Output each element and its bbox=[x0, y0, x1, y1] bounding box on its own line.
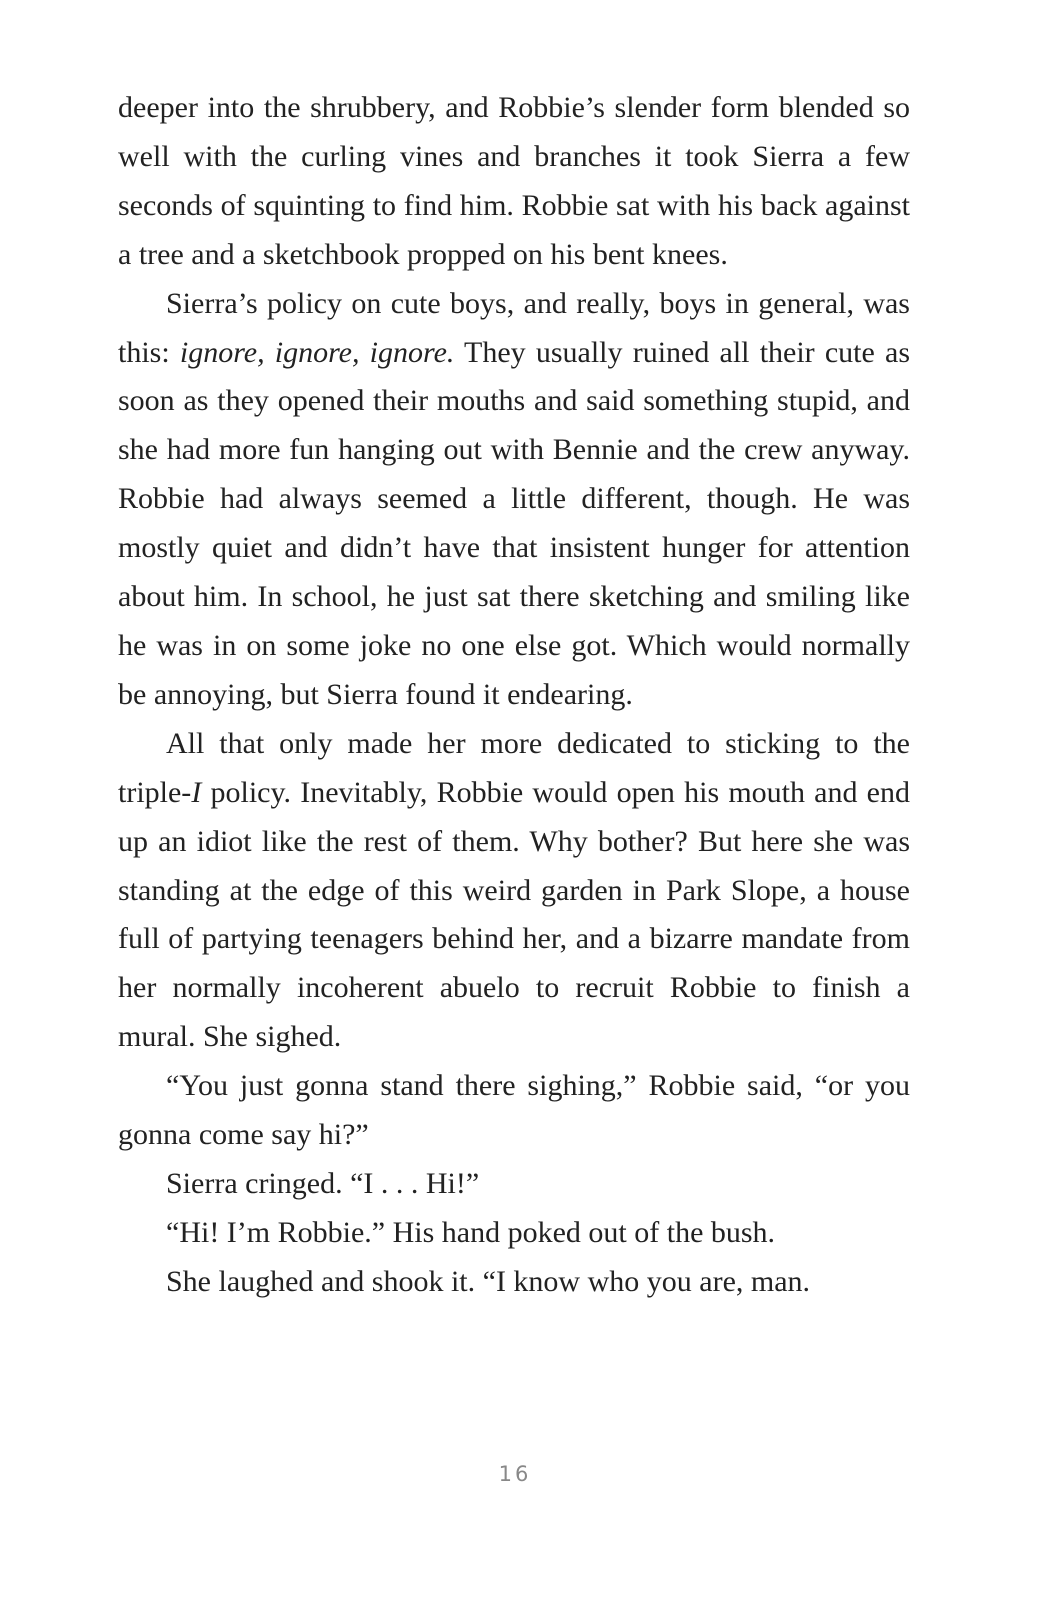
paragraph-2 bbox=[118, 280, 910, 720]
page-number: 16 bbox=[498, 1462, 532, 1486]
paragraph-3-text-start: All that only made her more dedicated to sticking to the triple- bbox=[118, 726, 910, 809]
body-text bbox=[118, 84, 910, 1307]
paragraph-2-text-end: They usually ruined all their cute as soon as they opened their mouths and said something stupid, and she had more fun hanging out with Bennie and the crew anyway. Robbie had always seemed a little different, though. He was mostly quiet and didn’t have that insistent hunger for attention about him. In school, he just sat there sketching and smiling like he was in on some joke no one else got. Which would normally be annoying, but Sierra found it endearing. bbox=[118, 335, 910, 711]
paragraph-2-text-start: Sierra’s policy on cute boys, and really, boys in general, was this: bbox=[118, 286, 910, 369]
paragraph-4: “You just gonna stand there sighing,” Robbie said, “or you gonna come say hi?” bbox=[118, 1069, 910, 1152]
paragraph-7: She laughed and shook it. “I know who you are, man. bbox=[166, 1264, 811, 1298]
paragraph-2-emphasis: ignore, ignore, ignore. bbox=[179, 335, 455, 369]
paragraph-3-text-end: policy. Inevitably, Robbie would open his mouth and end up an idiot like the rest of them. Why bother? But here she was standing at the edge of this weird garden in Park Slope, a house full of partying teenagers behind her, and a bizarre mandate from her normally incoherent abuelo to recruit Robbie to finish a mural. She sighed. bbox=[118, 775, 910, 1054]
paragraph-1: deeper into the shrubbery, and Robbie’s slender form blended so well with the curling vines and branches it took Sierra a few seconds of squinting to find him. Robbie sat with his back against a tree and a sketchbook propped on his bent knees. bbox=[118, 91, 910, 271]
paragraph-5: Sierra cringed. “I . . . Hi!” bbox=[166, 1166, 480, 1200]
paragraph-3-emphasis: I bbox=[191, 775, 202, 809]
paragraph-3 bbox=[118, 720, 910, 1062]
paragraph-6: “Hi! I’m Robbie.” His hand poked out of the bush. bbox=[166, 1215, 776, 1249]
